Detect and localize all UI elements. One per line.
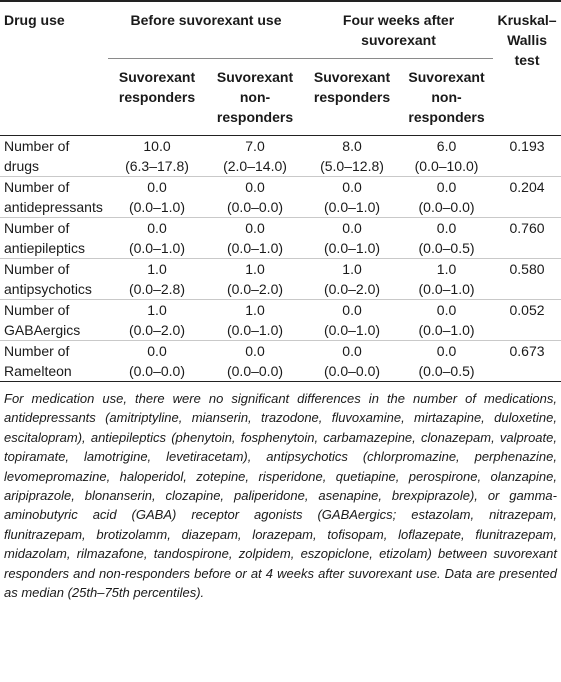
- cell-value: [304, 341, 400, 382]
- table-row: [0, 341, 561, 382]
- subheader-nonresponders-before: Suvorexant non-responders: [216, 69, 294, 125]
- cell-p-value: 0.193: [493, 136, 561, 177]
- cell-value: [206, 259, 304, 300]
- cell-median: 0.0: [342, 220, 362, 236]
- table-row: [0, 218, 561, 259]
- cell-value: [206, 341, 304, 382]
- cell-value: [108, 177, 206, 218]
- cell-median: 0.0: [245, 220, 265, 236]
- cell-value: [206, 218, 304, 259]
- cell-p-value: 0.673: [493, 341, 561, 382]
- cell-value: [206, 177, 304, 218]
- table-body: [0, 136, 561, 382]
- cell-median: 8.0: [342, 138, 362, 154]
- subheader-responders-before: Suvorexant responders: [118, 69, 196, 105]
- cell-iqr: (0.0–0.0): [418, 199, 475, 215]
- cell-value: [304, 136, 400, 177]
- cell-iqr: (2.0–14.0): [223, 158, 287, 174]
- cell-value: [108, 218, 206, 259]
- table-row: [0, 177, 561, 218]
- cell-iqr: (0.0–1.0): [418, 281, 475, 297]
- cell-median: 0.0: [342, 343, 362, 359]
- subheader-nonresponders-after: Suvorexant non-responders: [408, 69, 485, 125]
- cell-value: [206, 300, 304, 341]
- cell-value: [108, 341, 206, 382]
- cell-value: [400, 259, 493, 300]
- cell-value: [400, 341, 493, 382]
- header-drug-use: Drug use: [4, 12, 65, 28]
- cell-median: 0.0: [436, 220, 457, 236]
- cell-p-value: 0.204: [493, 177, 561, 218]
- header-before: Before suvorexant use: [108, 1, 304, 59]
- cell-iqr: (6.3–17.8): [125, 158, 189, 174]
- cell-median: 0.0: [245, 179, 265, 195]
- cell-iqr: (0.0–1.0): [226, 240, 284, 256]
- cell-iqr: (0.0–0.0): [226, 363, 284, 379]
- cell-iqr: (0.0–0.5): [418, 240, 475, 256]
- cell-value: [400, 136, 493, 177]
- cell-iqr: (0.0–1.0): [128, 199, 186, 215]
- cell-value: [108, 300, 206, 341]
- cell-iqr: (0.0–1.0): [323, 240, 381, 256]
- cell-median: 1.0: [245, 302, 265, 318]
- cell-iqr: (5.0–12.8): [320, 158, 384, 174]
- cell-median: 0.0: [147, 220, 167, 236]
- cell-median: 10.0: [143, 138, 171, 154]
- row-label: Number of antidepressants: [0, 177, 108, 218]
- cell-value: [400, 300, 493, 341]
- cell-value: [206, 136, 304, 177]
- row-label: Number of GABAergics: [0, 300, 108, 341]
- cell-median: 0.0: [342, 179, 362, 195]
- cell-median: 0.0: [436, 343, 457, 359]
- cell-median: 0.0: [436, 302, 457, 318]
- cell-median: 0.0: [147, 179, 167, 195]
- cell-median: 0.0: [436, 179, 457, 195]
- cell-value: [304, 177, 400, 218]
- cell-iqr: (0.0–2.0): [128, 322, 186, 338]
- cell-iqr: (0.0–10.0): [414, 158, 479, 174]
- cell-median: 0.0: [342, 302, 362, 318]
- cell-median: 1.0: [147, 302, 167, 318]
- cell-iqr: (0.0–1.0): [418, 322, 475, 338]
- cell-median: 1.0: [245, 261, 265, 277]
- cell-p-value: 0.580: [493, 259, 561, 300]
- cell-iqr: (0.0–2.8): [128, 281, 186, 297]
- cell-median: 1.0: [436, 261, 457, 277]
- table-row: [0, 136, 561, 177]
- cell-iqr: (0.0–0.5): [418, 363, 475, 379]
- cell-iqr: (0.0–1.0): [323, 199, 381, 215]
- cell-iqr: (0.0–0.0): [128, 363, 186, 379]
- row-label: Number of antiepileptics: [0, 218, 108, 259]
- subheader-responders-after: Suvorexant responders: [313, 69, 391, 105]
- cell-value: [108, 136, 206, 177]
- row-label: Number of drugs: [0, 136, 108, 177]
- cell-iqr: (0.0–1.0): [323, 322, 381, 338]
- table-row: [0, 259, 561, 300]
- cell-value: [400, 218, 493, 259]
- cell-iqr: (0.0–0.0): [323, 363, 381, 379]
- cell-value: [304, 300, 400, 341]
- cell-iqr: (0.0–1.0): [128, 240, 186, 256]
- cell-iqr: (0.0–0.0): [226, 199, 284, 215]
- header-after: Four weeks after suvorexant: [304, 1, 493, 59]
- cell-value: [304, 259, 400, 300]
- header-kruskal-wallis: Kruskal–Wallis test: [497, 12, 557, 68]
- row-label: Number of Ramelteon: [0, 341, 108, 382]
- cell-median: 7.0: [245, 138, 265, 154]
- cell-median: 1.0: [342, 261, 362, 277]
- table-footnote: For medication use, there were no significant differences in the number of medications, antidepressants (amitriptyline, mianserin, trazodone, fluvoxamine, mirtazapine, duloxetine, escitalopram), antiepileptics (phenytoin, fosphenytoin, carbamazepine, clonazepam, valproate, topiramate, lamotrigine, levetiracetam), antipsychotics (chlorpromazine, perphenazine, levomepromazine, haloperidol, zotepine, risperidone, quetiapine, perospirone, olanzapine, aripiprazole, blonanserin, clozapine, paliperidone, asenapine, brexpiprazole), or gamma-aminobutyric acid (GABA) receptor agonists (GABAergics; estazolam, nitrazepam, flunitrazepam, brotizolamm, diazepam, lorazepam, tofisopam, loflazepate, flunitrazepam, midazolam, rilmazafone, tandospirone, zolpidem, eszopiclone, etizolam) between suvorexant responders and non-responders before or at 4 weeks after suvorexant use. Data are presented as median (25th–75th percentiles).: [4, 391, 557, 601]
- row-label: Number of antipsychotics: [0, 259, 108, 300]
- cell-value: [108, 259, 206, 300]
- cell-iqr: (0.0–2.0): [323, 281, 381, 297]
- cell-iqr: (0.0–1.0): [226, 322, 284, 338]
- cell-median: 6.0: [436, 138, 457, 154]
- cell-iqr: (0.0–2.0): [226, 281, 284, 297]
- cell-median: 0.0: [245, 343, 265, 359]
- cell-value: [304, 218, 400, 259]
- cell-median: 0.0: [147, 343, 167, 359]
- table-row: [0, 300, 561, 341]
- cell-p-value: 0.760: [493, 218, 561, 259]
- cell-p-value: 0.052: [493, 300, 561, 341]
- cell-median: 1.0: [147, 261, 167, 277]
- cell-value: [400, 177, 493, 218]
